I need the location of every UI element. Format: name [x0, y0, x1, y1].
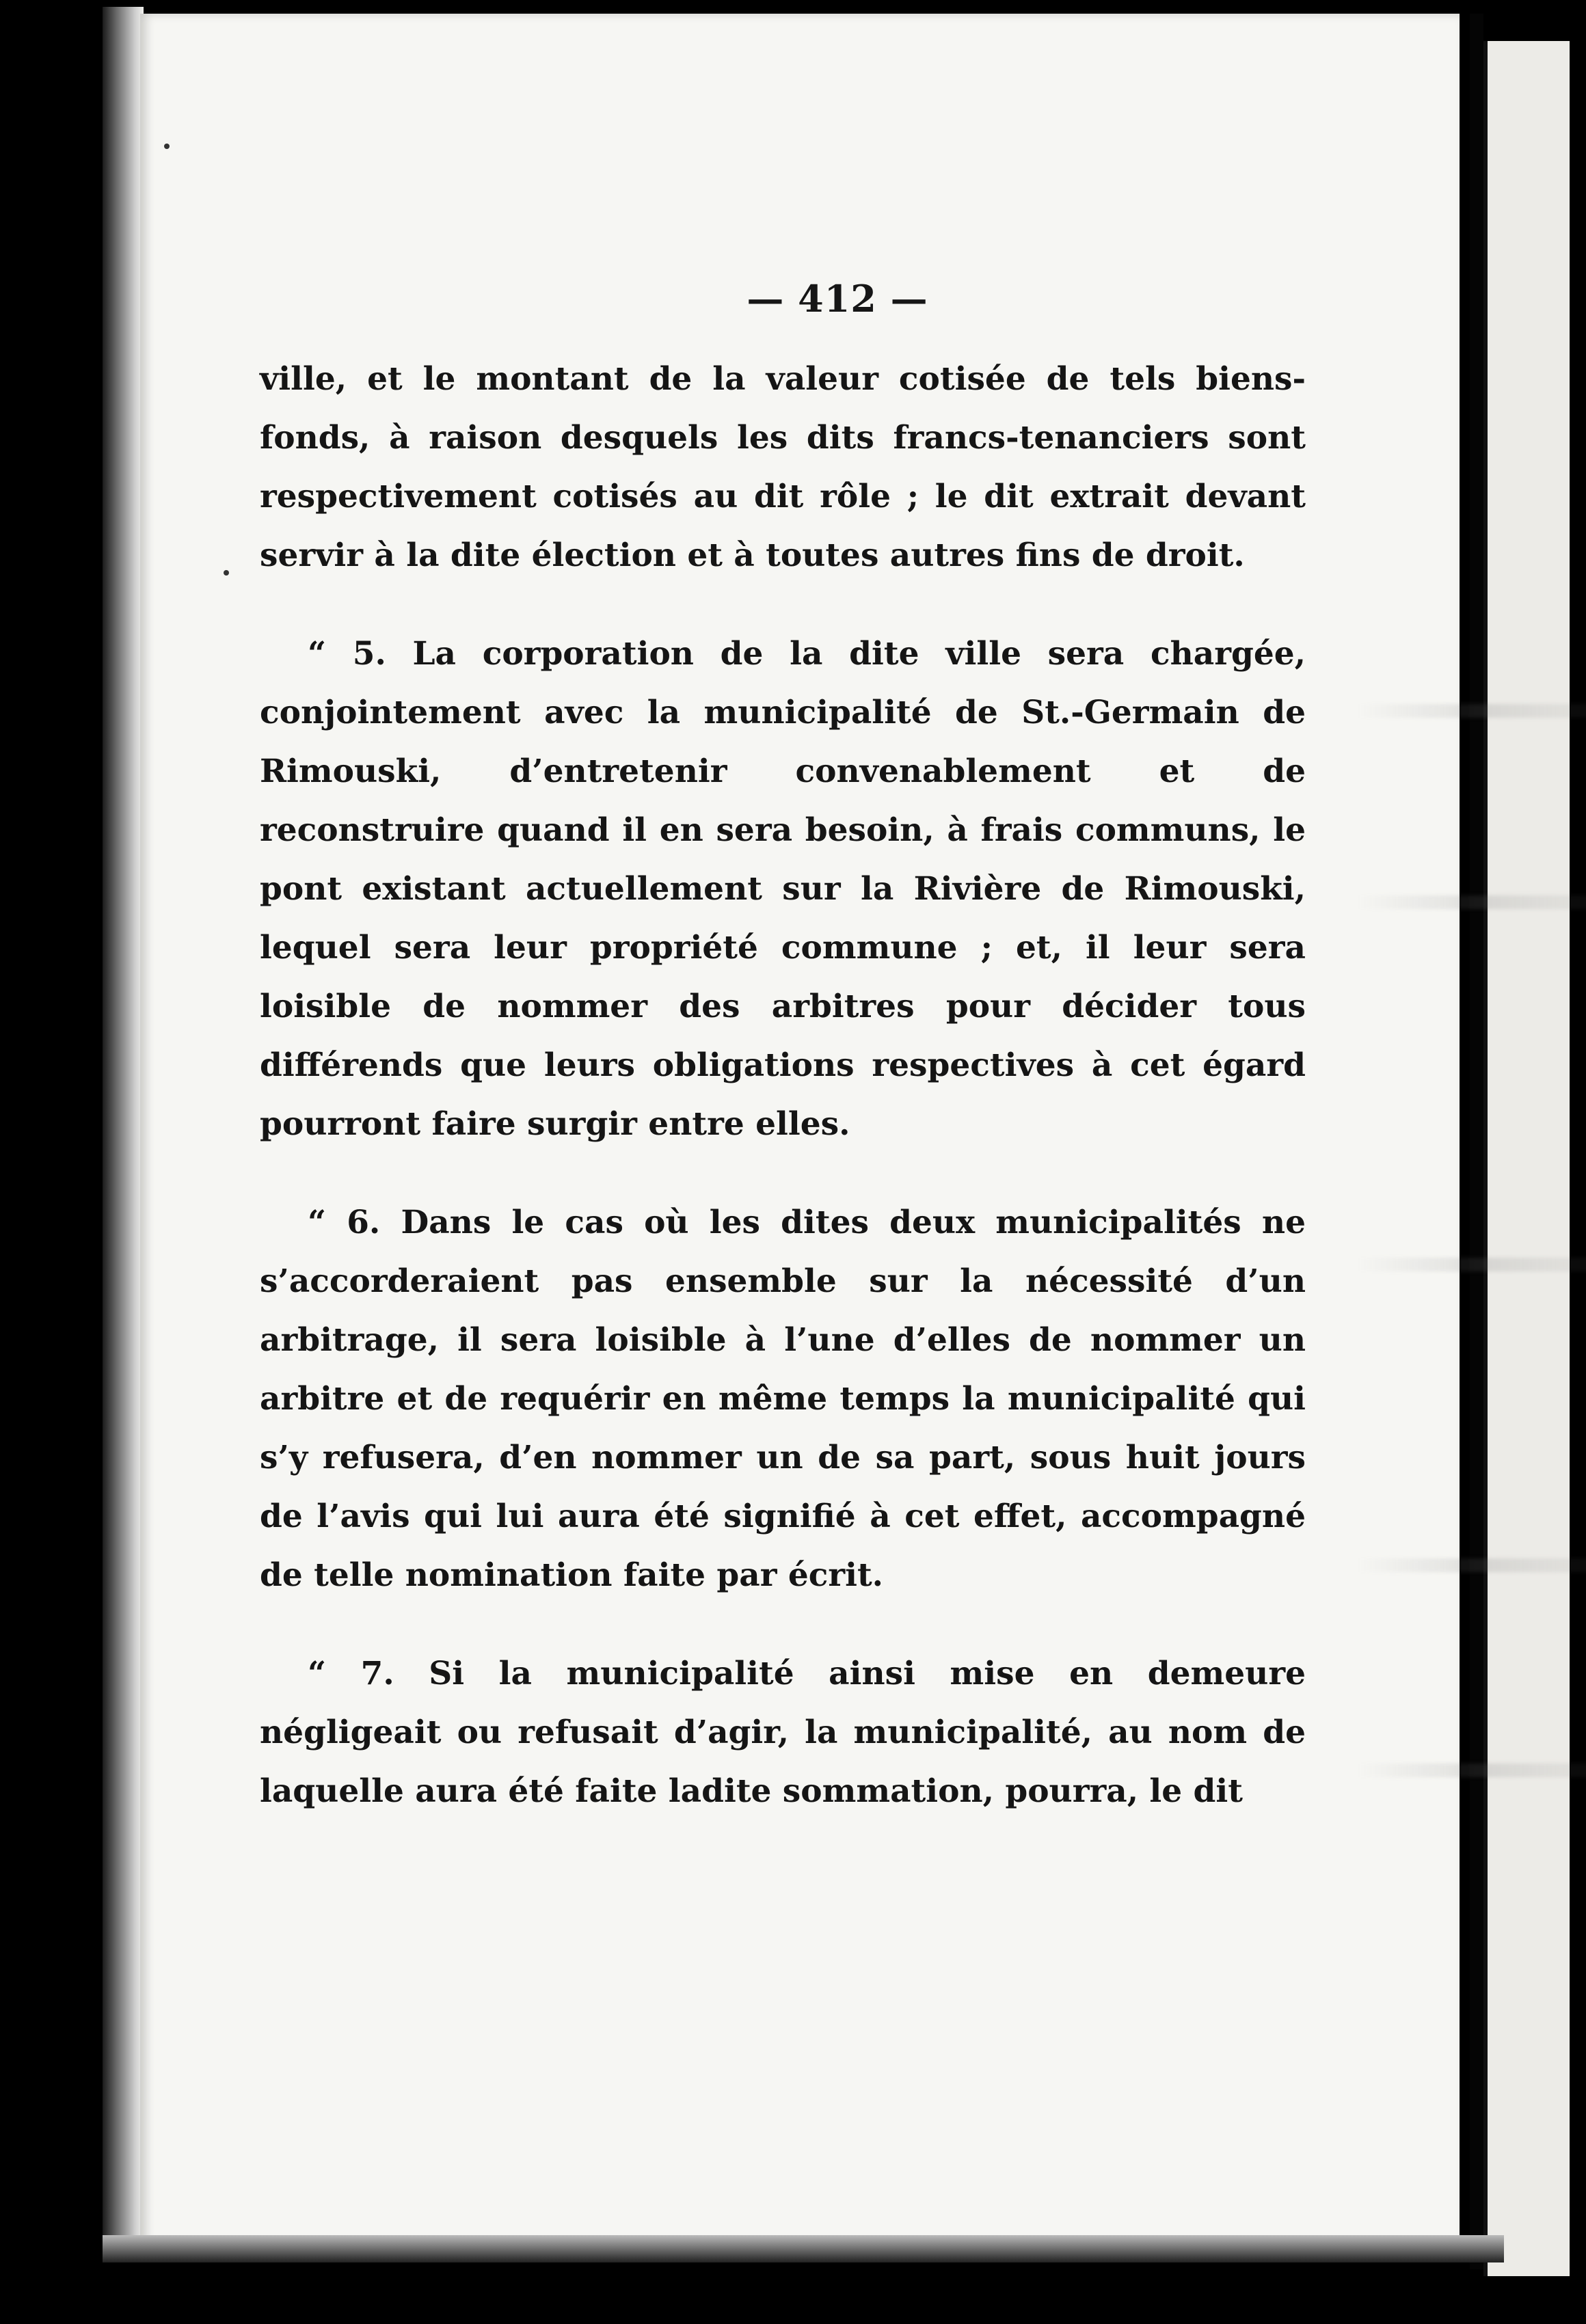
- paragraph-spacer: [260, 1605, 1306, 1645]
- show-through: [1357, 1764, 1586, 1777]
- page-bottom-shadow: [103, 2235, 1504, 2262]
- paragraph-continuation: ville, et le montant de la valeur cotisée de tels biens-fonds, à raison desquels les dits francs-tenanciers sont respectivement cotisés au dit rôle ; le dit extrait devant servir à la dite élection et à toutes autres fins de droit.: [260, 360, 1306, 574]
- paragraph-spacer: [260, 585, 1306, 625]
- paragraph-section-6: “ 6. Dans le cas où les dites deux municipalités ne s’accorderaient pas ensemble sur la nécessité d’un arbitrage, il sera loisible à l’une d’elles de nommer un arbitre et de requérir en même temps la municipalité qui s’y refusera, d’en nommer un de sa part, sous huit jours de l’avis qui lui aura été signifié à cet effet, accompagné de telle nomination faite par écrit.: [260, 1204, 1306, 1594]
- paragraph-section-7: “ 7. Si la municipalité ainsi mise en demeure négligeait ou refusait d’agir, la municipalité, au nom de laquelle aura été faite ladite sommation, pourra, le dit: [260, 1655, 1306, 1810]
- speck: [224, 570, 229, 576]
- paragraph-spacer: [260, 1154, 1306, 1193]
- show-through: [1357, 704, 1586, 718]
- page-gutter: [1470, 14, 1483, 2269]
- adjacent-page-edge: [1483, 41, 1570, 2276]
- speck: [164, 144, 170, 149]
- show-through: [1357, 1558, 1586, 1572]
- body-text: [260, 350, 1306, 1821]
- show-through: [1357, 895, 1586, 909]
- page-edge-left: [103, 7, 144, 2256]
- show-through: [1357, 1258, 1586, 1271]
- page-number: — 412 —: [747, 277, 928, 321]
- paragraph-section-5: “ 5. La corporation de la dite ville sera chargée, conjointement avec la municipalité de St.-Germain de Rimouski, d’entretenir convenablement et de reconstruire quand il en sera besoin, à frais communs, le pont existant actuellement sur la Rivière de Rimouski, lequel sera leur propriété commune ; et, il leur sera loisible de nommer des arbitres pour décider tous différends que leurs obligations respectives à cet égard pourront faire surgir entre elles.: [260, 635, 1306, 1143]
